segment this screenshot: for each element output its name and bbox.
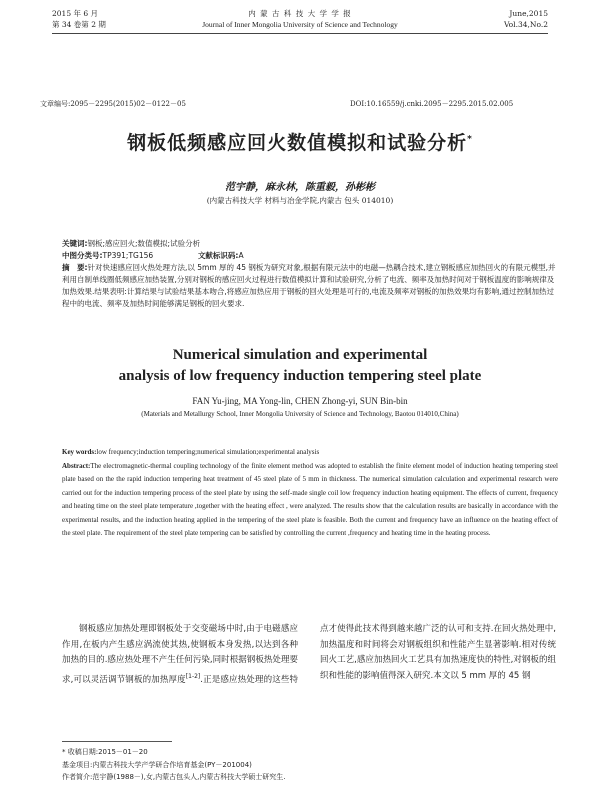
keywords-en [62,446,558,460]
title-en-line1: Numerical simulation and experimental [172,347,428,363]
body-para1: 钢板感应加热处理即钢板处于交变磁场中时,由于电磁感应作用,在板内产生感应涡流使其热,使钢板本身发热,以达到各种加热的目的.感应热处理不产生任何污染,同时根据钢板热处理要求,可以灵活调节钢板的加热厚度 [62,624,298,685]
abstract-zh-text: 针对快速感应回火热处理方法,以 5mm 厚的 45 钢板为研究对象,根据有限元法中的电磁—热耦合技术,建立钢板感应加热回火的有限元模型,并利用自制单线圈低频感应加热装置,分别对钢板的感应回火过程进行数值模拟计算和试验研究,分析了电流、频率及加热时间对于钢板温度的影响规律及加热效果.结果表明:计算结果与试验结果基本吻合,将感应加热应用于钢板的回火处理是可行的,电流及频率对钢板的加热效果均有影响,通过控制加热过程中的电流、频率及加热时间能够满足钢板的回火要求. [62,263,556,308]
abstract-zh-block [62,238,556,310]
header-rule [52,33,548,34]
keywords-zh [62,238,556,250]
title-en [0,345,600,387]
keywords-zh-label: 关键词: [62,239,88,248]
keywords-zh-text: 钢板;感应回火;数值模拟;试验分析 [87,239,201,248]
title-en-line2: analysis of low frequency induction tempering steel plate [118,368,482,384]
abstract-en-label: Abstract: [62,461,91,470]
body-text [62,622,556,722]
classification-zh [62,250,556,262]
abstract-en [62,460,558,541]
classification-label: 中图分类号: [62,251,103,260]
footnotes [62,746,556,784]
title-zh-text: 钢板低频感应回火数值模拟和试验分析 [127,132,468,154]
header-volume-en: Vol.34,No.2 [503,20,548,29]
header-date: 2015 年 6 月 [52,9,99,18]
affiliation-zh: (内蒙古科技大学 材料与冶金学院,内蒙古 包头 014010) [206,196,394,205]
keywords-en-text: low frequency;induction tempering;numerical simulation;experimental analysis [96,448,320,456]
running-header [52,8,548,48]
affiliation-en: (Materials and Metallurgy School, Inner Mongolia University of Science and Technology, Baotou 014010,China) [141,410,459,418]
classification-value: TP391;TG156 [102,251,154,260]
authors-zh: 范宇静，麻永林，陈重毅，孙彬彬 [225,182,375,193]
journal-name-en: Journal of Inner Mongolia University of Science and Technology [202,20,398,29]
abstract-en-text: The electromagnetic-thermal coupling technology of the finite element method was adopted to establish the finite element model of induction heating tempering steel plate based on the the rapid induction tempering heat treatment of 45 steel plate of 5 mm in thickness. The numerical simulation calculation and experimental research were carried out for the induction tempering process of the steel plate by using the self-made single coil low frequency induction heating equipment. The effects of current, frequency and heating time on the steel plate temperature ,together with the heating effect , were analyzed. The results show that the calculation results are basically in accordance with the experimental results, and the induction heating applied in the tempering of the steel plate is feasible. Both the current and frequency have an influence on the heating effect of the steel plate. The requirement of the steel plate tempering can be satisfied by controlling the current ,frequency and heating time in the heating process. [62,461,558,537]
doc-code-value: A [238,251,244,260]
footnote-fund: 基金项目:内蒙古科技大学产学研合作培育基金(PY－201004) [62,760,252,769]
article-number: 文章编号:2095－2295(2015)02－0122－05 [40,100,186,108]
title-zh [0,128,600,155]
doi: DOI:10.16559/j.cnki.2095－2295.2015.02.005 [350,100,514,108]
body-para1-tail: .正是感应热处理的这些特点才使得此技术得到越来越广泛的认可和支持.在回火热处理中,加热温度和时间将会对钢板组织和性能产生显著影响.相对传统回火工艺,感应加热回火工艺具有加热速度快的特性,对钢板的组织和性能的影响值得深入研究.本文以 5 mm 厚的 45 钢 [200,624,556,685]
abstract-zh [62,262,556,310]
doc-code-label: 文献标识码: [197,251,239,260]
footnote-received: * 收稿日期:2015－01－20 [62,748,148,756]
footnote-author: 作者简介:范宇静(1988－),女,内蒙古包头人,内蒙古科技大学硕士研究生. [62,773,286,781]
title-footnote-marker: * [467,134,473,145]
body-paragraph [62,622,556,688]
abstract-en-block [62,446,558,541]
header-date-en: June,2015 [509,9,548,18]
authors-en: FAN Yu-jing, MA Yong-lin, CHEN Zhong-yi, SUN Bin-bin [192,396,408,406]
footnote-rule [62,741,172,742]
header-center [52,8,548,30]
journal-name-zh: 内 蒙 古 科 技 大 学 学 报 [248,9,352,18]
header-right [504,8,548,30]
abstract-zh-label: 摘 要: [62,263,88,272]
header-volume-zh: 第 34 卷第 2 期 [52,20,106,29]
citation-ref: [1-2] [185,672,201,680]
keywords-en-label: Key words: [62,448,97,456]
